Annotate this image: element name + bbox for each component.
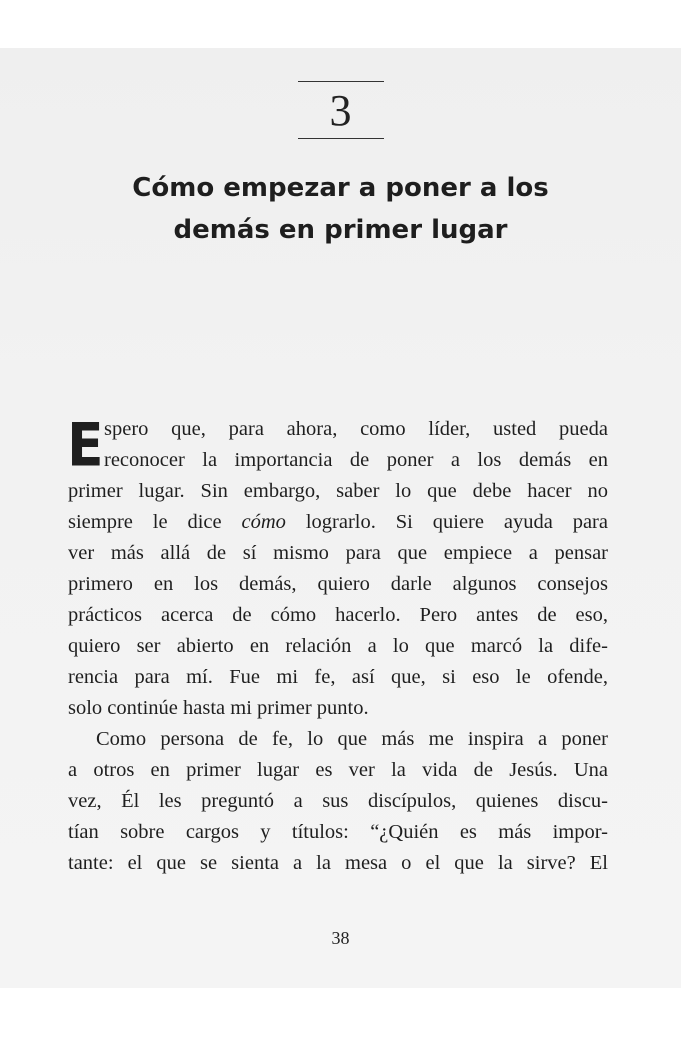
line-text: lograrlo. Si quiere ayuda para bbox=[285, 511, 608, 533]
line-text: siempre le dice bbox=[68, 511, 242, 533]
paragraph-2-line: Como persona de fe, lo que más me inspira a poner bbox=[96, 728, 608, 750]
body-text bbox=[67, 410, 608, 879]
paragraph-1-line: reconocer la importancia de poner a los demás en bbox=[104, 449, 608, 471]
paragraph-1-line: spero que, para ahora, como líder, usted pueda bbox=[104, 418, 608, 440]
emphasis-word: cómo bbox=[241, 511, 286, 533]
paragraph-1-line: rencia para mí. Fue mi fe, así que, si eso le ofende, bbox=[68, 666, 608, 688]
chapter-title bbox=[0, 167, 681, 251]
paragraph-1-line: solo continúe hasta mi primer punto. bbox=[68, 697, 369, 719]
book-page bbox=[0, 48, 681, 988]
paragraph-2-line: a otros en primer lugar es ver la vida de Jesús. Una bbox=[68, 759, 608, 781]
paragraph-1-line: primer lugar. Sin embargo, saber lo que debe hacer no bbox=[68, 480, 608, 502]
chapter-title-line-2: demás en primer lugar bbox=[173, 215, 508, 245]
paragraph-2-line: tían sobre cargos y títulos: “¿Quién es más impor- bbox=[68, 821, 608, 843]
top-rule bbox=[298, 81, 384, 82]
bottom-rule bbox=[298, 138, 384, 139]
paragraph-1-line: prácticos acerca de cómo hacerlo. Pero antes de eso, bbox=[68, 604, 608, 626]
drop-cap-letter bbox=[67, 410, 104, 481]
paragraph-1-line: primero en los demás, quiero darle algunos consejos bbox=[68, 573, 608, 595]
paragraph-2-line: tante: el que se sienta a la mesa o el que la sirve? El bbox=[68, 852, 608, 874]
paragraph-1-line: quiero ser abierto en relación a lo que marcó la dife- bbox=[68, 635, 608, 657]
paragraph-1-line: ver más allá de sí mismo para que empiece a pensar bbox=[68, 542, 608, 564]
chapter-number: 3 bbox=[329, 86, 352, 135]
drop-cap-glyph: E bbox=[67, 410, 104, 481]
chapter-heading bbox=[0, 81, 681, 139]
paragraph-2-line: vez, Él les preguntó a sus discípulos, quienes discu- bbox=[68, 790, 608, 812]
chapter-title-line-1: Cómo empezar a poner a los bbox=[132, 173, 549, 203]
page-number: 38 bbox=[331, 928, 350, 948]
paragraph-1-line bbox=[68, 507, 608, 538]
